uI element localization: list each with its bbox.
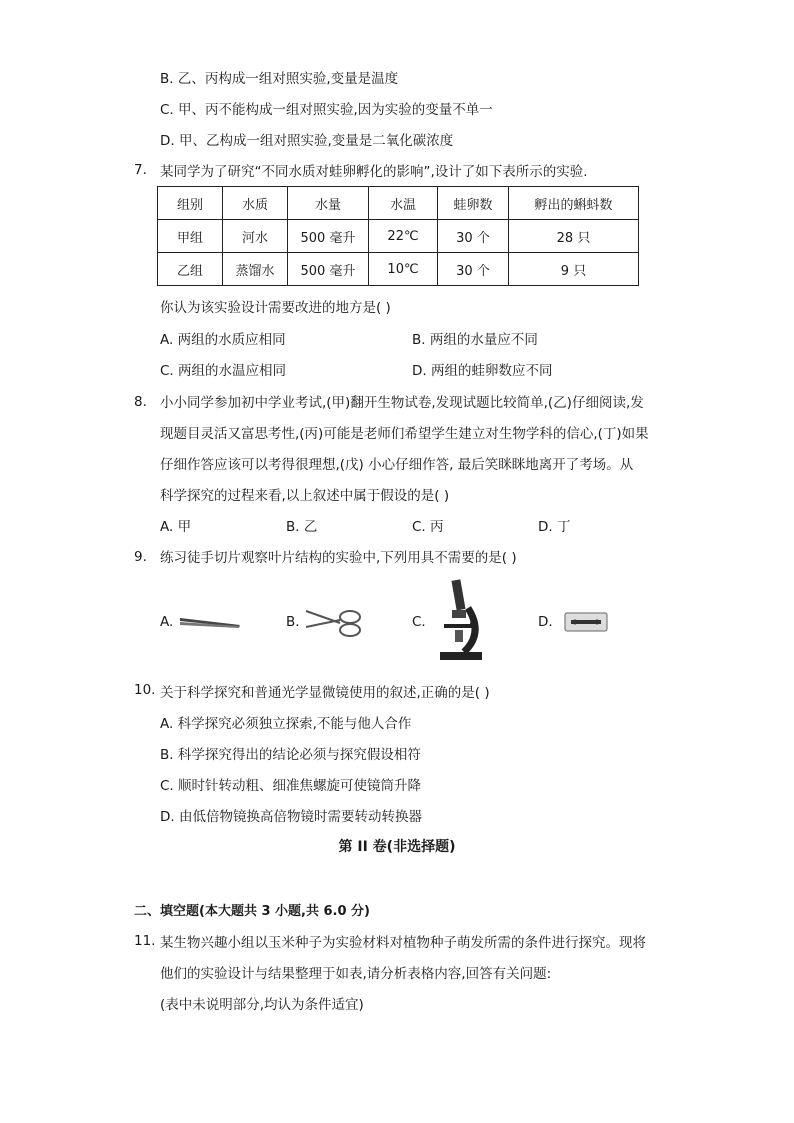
- q10-option-c: C. 顺时针转动粗、细准焦螺旋可使镜筒升降: [160, 778, 422, 794]
- q7-option-a: A. 两组的水质应相同: [160, 332, 286, 348]
- table-cell: 10℃: [369, 253, 438, 286]
- table-cell: 30 个: [438, 253, 509, 286]
- q9-option-a: A.: [160, 614, 174, 630]
- q6-option-c: C. 甲、丙不能构成一组对照实验,因为实验的变量不单一: [160, 102, 493, 118]
- part-heading: 二、填空题(本大题共 3 小题,共 6.0 分): [134, 904, 370, 919]
- q11-line: 某生物兴趣小组以玉米种子为实验材料对植物种子萌发所需的条件进行探究。现将: [160, 935, 646, 951]
- table-header: 孵出的蝌蚪数: [509, 187, 639, 220]
- q11-line: 他们的实验设计与结果整理于如表,请分析表格内容,回答有关问题:: [160, 966, 552, 982]
- q11-number: 11.: [134, 933, 156, 949]
- q8-option-a: A. 甲: [160, 519, 192, 535]
- table-cell: 500 毫升: [288, 220, 369, 253]
- q7-question: 你认为该实验设计需要改进的地方是( ): [160, 300, 391, 316]
- microscope-icon: [434, 578, 488, 662]
- q8-option-c: C. 丙: [412, 519, 444, 535]
- q8-line: 小小同学参加初中学业考试,(甲)翻开生物试卷,发现试题比较简单,(乙)仔细阅读,发: [160, 395, 644, 411]
- table-cell: 500 毫升: [288, 253, 369, 286]
- q8-line: 科学探究的过程来看,以上叙述中属于假设的是( ): [160, 488, 450, 504]
- q9-number: 9.: [134, 549, 147, 565]
- table-cell: 河水: [223, 220, 288, 253]
- q8-option-b: B. 乙: [286, 519, 318, 535]
- q9-option-d: D.: [538, 614, 553, 630]
- q7-option-d: D. 两组的蛙卵数应不同: [412, 363, 553, 379]
- q7-experiment-table: [157, 186, 639, 286]
- razor-blade-icon: [563, 610, 609, 634]
- q9-option-b: B.: [286, 614, 300, 630]
- q10-stem: 关于科学探究和普通光学显微镜使用的叙述,正确的是( ): [160, 685, 490, 701]
- table-header: 水量: [288, 187, 369, 220]
- q10-option-b: B. 科学探究得出的结论必须与探究假设相符: [160, 747, 421, 763]
- q6-option-b: B. 乙、丙构成一组对照实验,变量是温度: [160, 71, 399, 87]
- q8-number: 8.: [134, 394, 147, 410]
- q9-stem: 练习徒手切片观察叶片结构的实验中,下列用具不需要的是( ): [160, 550, 517, 566]
- q7-option-c: C. 两组的水温应相同: [160, 363, 287, 379]
- table-cell: 蒸馏水: [223, 253, 288, 286]
- q8-option-d: D. 丁: [538, 519, 571, 535]
- q9-option-c: C.: [412, 614, 426, 630]
- q7-option-b: B. 两组的水量应不同: [412, 332, 538, 348]
- section-title: 第 II 卷(非选择题): [338, 839, 456, 855]
- q11-note: (表中未说明部分,均认为条件适宜): [160, 997, 364, 1013]
- q6-option-d: D. 甲、乙构成一组对照实验,变量是二氧化碳浓度: [160, 133, 454, 149]
- table-header: 组别: [158, 187, 223, 220]
- table-row: [158, 220, 639, 253]
- table-row: [158, 253, 639, 286]
- tweezers-icon: [178, 612, 244, 632]
- q7-stem: 某同学为了研究“不同水质对蛙卵孵化的影响”,设计了如下表所示的实验.: [160, 164, 588, 180]
- table-cell: 甲组: [158, 220, 223, 253]
- table-header: 水质: [223, 187, 288, 220]
- table-header-row: [158, 187, 639, 220]
- table-header: 蛙卵数: [438, 187, 509, 220]
- table-header: 水温: [369, 187, 438, 220]
- q10-number: 10.: [134, 682, 156, 698]
- table-cell: 22℃: [369, 220, 438, 253]
- table-cell: 30 个: [438, 220, 509, 253]
- table-cell: 28 只: [509, 220, 639, 253]
- q8-line: 现题目灵活又富思考性,(丙)可能是老师们希望学生建立对生物学科的信心,(丁)如果: [160, 426, 649, 442]
- table-cell: 乙组: [158, 253, 223, 286]
- q10-option-a: A. 科学探究必须独立探索,不能与他人合作: [160, 716, 412, 732]
- q10-option-d: D. 由低倍物镜换高倍物镜时需要转动转换器: [160, 809, 422, 825]
- scissors-icon: [304, 605, 366, 639]
- table-cell: 9 只: [509, 253, 639, 286]
- q7-number: 7.: [134, 162, 147, 178]
- q8-line: 仔细作答应该可以考得很理想,(戊) 小心仔细作答, 最后笑眯眯地离开了考场。从: [160, 457, 634, 473]
